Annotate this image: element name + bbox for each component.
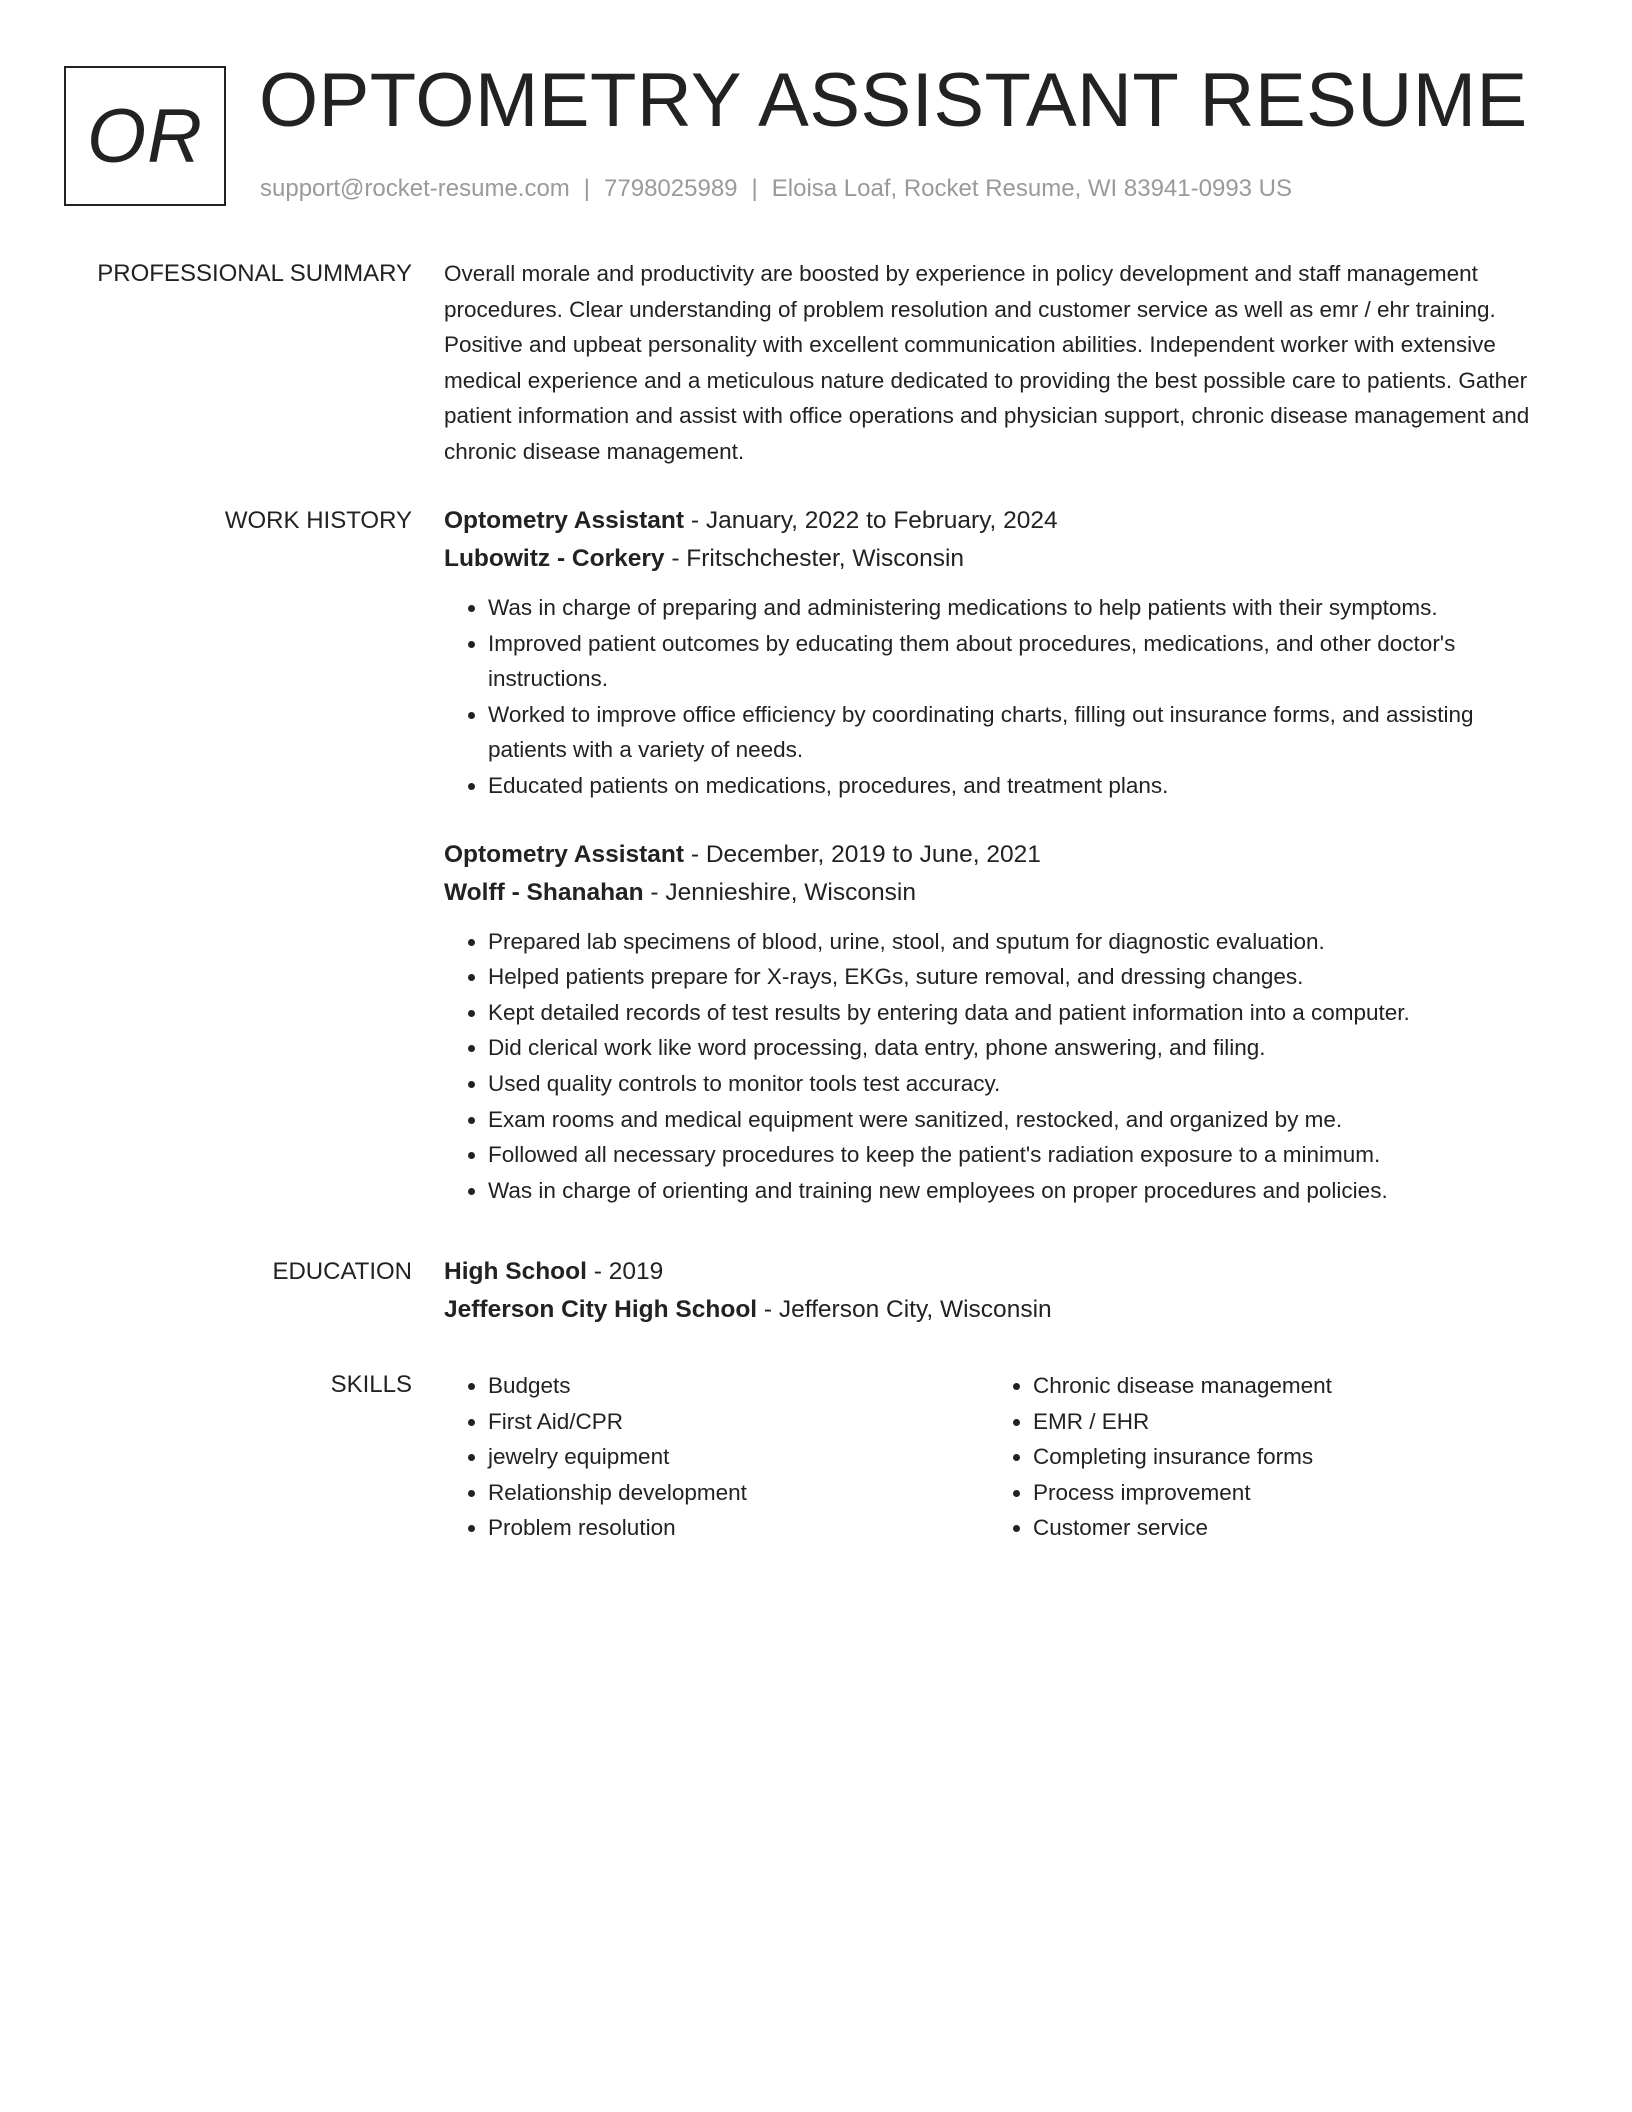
job-dates: - January, 2022 to February, 2024 — [684, 507, 1058, 534]
education-body — [444, 1253, 1554, 1329]
job-duty-item: • Educated patients on medications, procedures, and treatment plans. — [488, 768, 1554, 804]
skill-item: • Completing insurance forms — [1033, 1439, 1534, 1475]
job-duty-item: • Was in charge of preparing and administering medications to help patients with their symptoms. — [488, 590, 1554, 626]
job-duty-item: • Helped patients prepare for X-rays, EKGs, suture removal, and dressing changes. — [488, 959, 1554, 995]
skill-item: • Process improvement — [1033, 1475, 1534, 1511]
job-title-line — [444, 502, 1554, 540]
job-duty-item: • Followed all necessary procedures to keep the patient's radiation exposure to a minimum. — [488, 1137, 1554, 1173]
education-location: - Jefferson City, Wisconsin — [757, 1296, 1052, 1323]
contact-address: Eloisa Loaf, Rocket Resume, WI 83941-0993 US — [771, 175, 1293, 202]
job-title: Optometry Assistant — [444, 507, 685, 534]
work-history-body — [444, 502, 1554, 1234]
job-duties-list — [444, 924, 1554, 1209]
section-label-work-history: WORK HISTORY — [224, 507, 412, 534]
skill-item: • Chronic disease management — [1033, 1368, 1534, 1404]
section-label-education: EDUCATION — [272, 1258, 412, 1285]
section-label-summary: PROFESSIONAL SUMMARY — [97, 260, 412, 287]
job-company-line — [444, 540, 1554, 578]
job-duty-item: • Kept detailed records of test results by entering data and patient information into a computer. — [488, 995, 1554, 1031]
education-year: - 2019 — [586, 1258, 664, 1285]
job-location: - Fritschchester, Wisconsin — [664, 545, 965, 572]
summary-text: Overall morale and productivity are boosted by experience in policy development and staff management procedures. Clear understanding of problem resolution and customer service as well as emr / ehr training. Positive and upbeat personality with excellent communication abilities. Independent worker with extensive medical experience and a meticulous nature dedicated to providing the best possible care to patients. Gather patient information and assist with office operations and physician support, chronic disease management and chronic disease management. — [444, 261, 1530, 464]
skills-column-right — [989, 1368, 1534, 1546]
skills-list — [444, 1368, 989, 1546]
skills-grid — [444, 1368, 1554, 1546]
education-degree: High School — [444, 1258, 587, 1285]
skill-item: • Problem resolution — [488, 1510, 989, 1546]
skills-list — [989, 1368, 1534, 1546]
contact-separator: | — [583, 175, 591, 202]
skill-item: • jewelry equipment — [488, 1439, 989, 1475]
skill-item: • Budgets — [488, 1368, 989, 1404]
job-company-line — [444, 874, 1554, 912]
education-school-line — [444, 1291, 1554, 1329]
job-duty-item: • Did clerical work like word processing, data entry, phone answering, and filing. — [488, 1030, 1554, 1066]
job-duty-item: • Was in charge of orienting and training new employees on proper procedures and policies. — [488, 1173, 1554, 1209]
education-school: Jefferson City High School — [444, 1296, 758, 1323]
job-company: Wolff - Shanahan — [444, 878, 644, 906]
job-title: Optometry Assistant — [444, 840, 685, 868]
contact-email: support@rocket-resume.com — [260, 175, 570, 202]
job-company: Lubowitz - Corkery — [444, 545, 665, 572]
job-duty-item: • Improved patient outcomes by educating them about procedures, medications, and other doctor's instructions. — [488, 626, 1554, 697]
job-duties-list — [444, 590, 1554, 804]
job-title-line — [444, 836, 1554, 874]
job-location: - Jennieshire, Wisconsin — [643, 878, 916, 906]
skills-body — [444, 1368, 1554, 1546]
skill-item: • Relationship development — [488, 1475, 989, 1511]
job-dates: - December, 2019 to June, 2021 — [684, 840, 1041, 868]
job-duty-item: • Used quality controls to monitor tools test accuracy. — [488, 1066, 1554, 1102]
contact-separator: | — [751, 175, 758, 202]
job-duty-item: • Exam rooms and medical equipment were sanitized, restocked, and organized by me. — [488, 1102, 1554, 1138]
job-duty-item: • Worked to improve office efficiency by coordinating charts, filling out insurance forms, and assisting patients with a variety of needs. — [488, 697, 1554, 768]
skill-item: • EMR / EHR — [1033, 1404, 1534, 1440]
skill-item: • First Aid/CPR — [488, 1404, 989, 1440]
section-label-skills: SKILLS — [330, 1371, 412, 1398]
skills-column-left — [444, 1368, 989, 1546]
resume-title: OPTOMETRY ASSISTANT RESUME — [259, 58, 1528, 143]
job-entry — [444, 502, 1554, 804]
summary-body — [444, 256, 1550, 470]
job-duty-item: • Prepared lab specimens of blood, urine, stool, and sputum for diagnostic evaluation. — [488, 924, 1554, 960]
job-entry — [444, 836, 1554, 1209]
contact-info — [260, 172, 1292, 206]
skill-item: • Customer service — [1033, 1510, 1534, 1546]
monogram-logo: OR — [64, 66, 226, 206]
education-degree-line — [444, 1253, 1554, 1291]
contact-phone: 7798025989 — [604, 175, 738, 202]
